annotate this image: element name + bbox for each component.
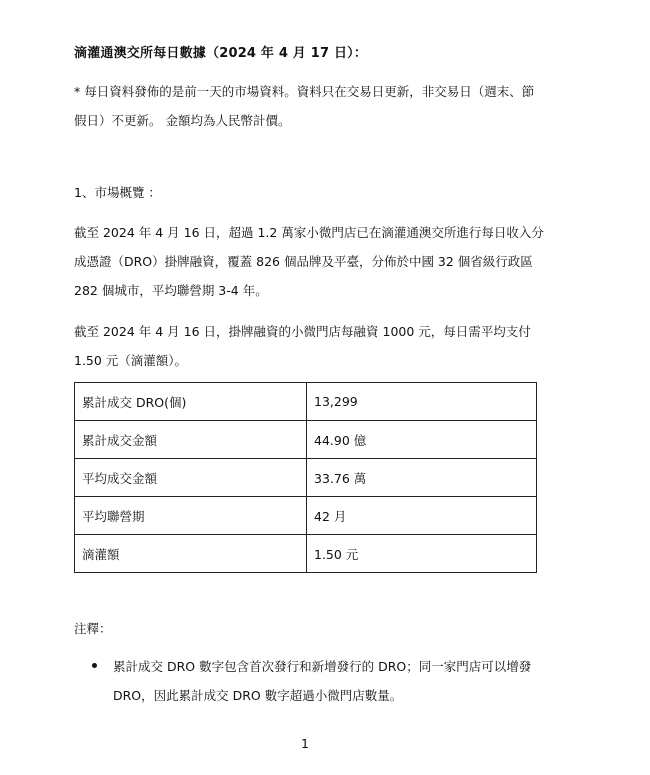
market-overview-paragraph: 截至 2024 年 4 月 16 日，超過 1.2 萬家小微門店已在滴灌通澳交所進行每日收入分成憑證（DRO）掛牌融資，覆蓋 826 個品牌及平臺，分佈於中國 32 個省級行政區 282 個城市，平均聯營期 3-4 年。 <box>74 225 544 298</box>
remark-text: 累計成交 DRO 數字包含首次發行和新增發行的 DRO；同一家門店可以增發 DRO，因此累計成交 DRO 數字超過小微門店數量。 <box>113 659 532 703</box>
remarks-heading: 注釋： <box>74 621 112 636</box>
table-cell-label: 平均成交金額 <box>75 459 307 497</box>
section-heading-market-overview: 1、市場概覽 ： <box>74 185 161 200</box>
table-cell-label: 平均聯營期 <box>75 497 307 535</box>
table-cell-value: 13,299 <box>307 383 537 421</box>
document-title: 滴灌通澳交所每日數據（2024 年 4 月 17 日）： <box>74 46 368 61</box>
table-cell-label: 滴灌額 <box>75 535 307 573</box>
disclaimer-note: * 每日資料發佈的是前一天的市場資料。資料只在交易日更新，非交易日（週末、節假日）不更新。 金額均為人民幣計價。 <box>74 84 535 128</box>
table-cell-label: 累計成交 DRO(個) <box>75 383 307 421</box>
table-row <box>75 497 537 535</box>
table-cell-label: 累計成交金額 <box>75 421 307 459</box>
table-row <box>75 459 537 497</box>
financing-cost-paragraph: 截至 2024 年 4 月 16 日，掛牌融資的小微門店每融資 1000 元，每日需平均支付 1.50 元（滴灌額）。 <box>74 324 531 368</box>
table-row <box>75 535 537 573</box>
table-cell-value: 1.50 元 <box>307 535 537 573</box>
table-cell-value: 33.76 萬 <box>307 459 537 497</box>
table-cell-value: 42 月 <box>307 497 537 535</box>
table-cell-value: 44.90 億 <box>307 421 537 459</box>
table-row <box>75 383 537 421</box>
page-number: 1 <box>301 736 309 751</box>
bullet-icon <box>92 663 97 668</box>
statistics-table <box>74 382 537 573</box>
table-row <box>75 421 537 459</box>
